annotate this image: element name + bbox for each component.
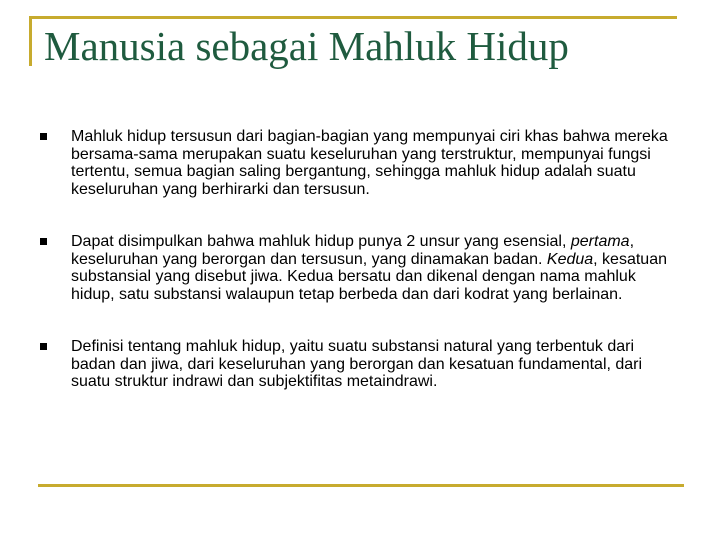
bullet-item-2: [40, 233, 680, 303]
bullet-text-3: Definisi tentang mahluk hidup, yaitu suatu substansi natural yang terbentuk dari badan dan jiwa, dari keseluruhan yang berorgan dan kesatuan fundamental, dari suatu struktur indrawi dan subjektifitas metaindrawi.: [71, 338, 643, 390]
bullet-text-2-emphasis-pertama: pertama: [570, 233, 630, 250]
bullet-text-2-part-1: Dapat disimpulkan bahwa mahluk hidup punya 2 unsur yang esensial,: [71, 233, 571, 250]
left-accent-line: [29, 16, 32, 66]
square-bullet-icon: [40, 343, 47, 350]
slide-title: Manusia sebagai Mahluk Hidup: [44, 23, 569, 69]
square-bullet-icon: [40, 133, 47, 140]
bullet-text-2-part-2: , keseluruhan yang berorgan dan tersusun, yang dinamakan badan.: [71, 233, 635, 268]
bullet-text-2-part-3: , kesatuan substansial yang disebut jiwa. Kedua bersatu dan dikenal dengan nama mahluk hidup, satu substansi walaupun tetap berbeda dan dari kodrat yang berlainan.: [71, 250, 667, 303]
bullet-item-1: [40, 128, 680, 198]
bullet-list: [40, 128, 680, 391]
bottom-accent-line: [38, 484, 684, 487]
bullet-text-1: Mahluk hidup tersusun dari bagian-bagian yang mempunyai ciri khas bahwa mereka bersama-sama merupakan suatu keseluruhan yang terstruktur, mempunyai fungsi tertentu, semua bagian saling bergantung, sehingga mahluk hidup adalah suatu keseluruhan yang berhirarki dan tersusun.: [71, 128, 668, 198]
bullet-text-2: [71, 233, 667, 303]
square-bullet-icon: [40, 238, 47, 245]
top-accent-line: [29, 16, 677, 19]
bullet-item-3: [40, 338, 680, 391]
bullet-text-2-emphasis-kedua: Kedua: [546, 250, 594, 268]
